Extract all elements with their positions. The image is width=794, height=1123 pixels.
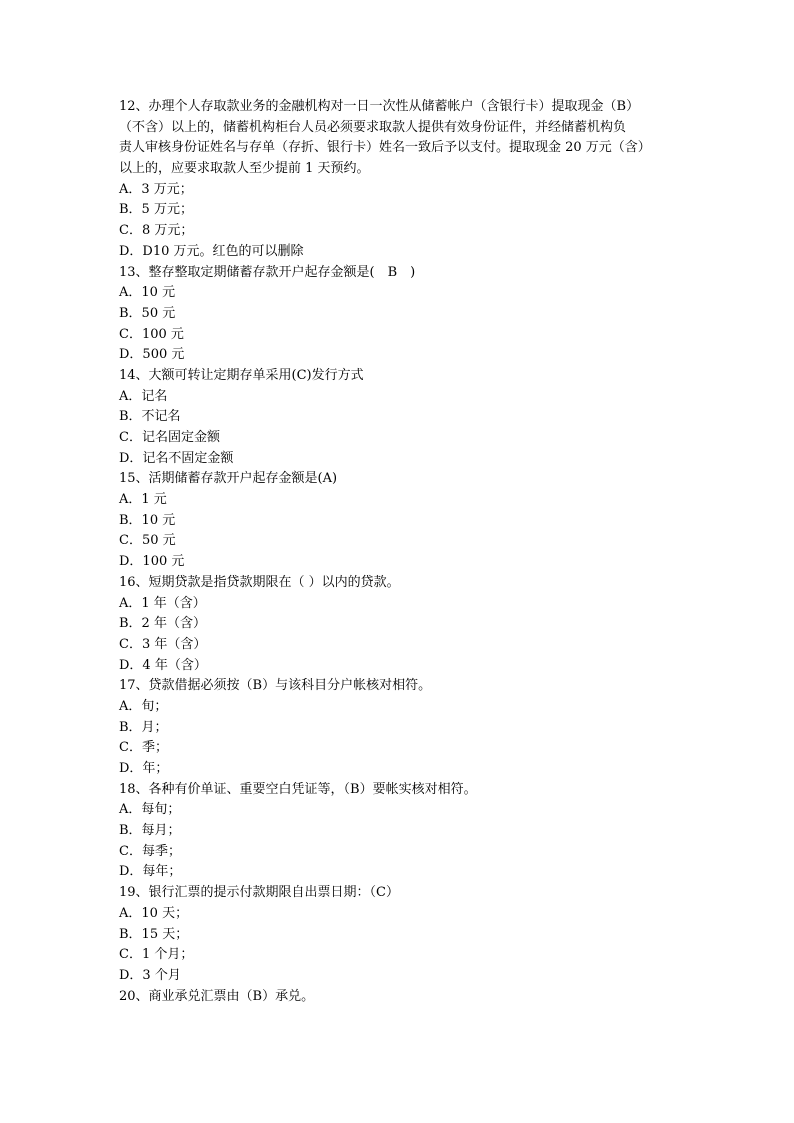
option-b: B．2 年（含） [119, 616, 206, 632]
question-text-line: 19、银行汇票的提示付款期限自出票日期：（C） [119, 885, 399, 901]
option-d: D．每年； [119, 864, 182, 880]
question-20 [119, 987, 679, 1008]
question-text-line: 15、活期储蓄存款开户起存金额是(A) [119, 471, 338, 487]
option-a: A．1 年（含） [119, 595, 206, 611]
question-text-line: （不含）以上的，储蓄机构柜台人员必须要求取款人提供有效身份证件，并经储蓄机构负 [119, 119, 627, 135]
question-13 [119, 263, 679, 366]
option-b: B．10 元 [119, 512, 176, 528]
option-a: A．10 天； [119, 905, 189, 921]
option-b: B．月； [119, 719, 168, 735]
question-list [119, 97, 679, 1007]
option-b: B．5 万元； [119, 202, 193, 218]
option-a: A．记名 [119, 388, 168, 404]
option-d: D．100 元 [119, 554, 185, 570]
question-15 [119, 469, 679, 572]
question-text-line: 以上的，应要求取款人至少提前 1 天预约。 [119, 161, 370, 177]
question-text-line: 14、大额可转让定期存单采用(C)发行方式 [119, 367, 364, 383]
question-17 [119, 676, 679, 779]
question-text-line: 20、商业承兑汇票由（B）承兑。 [119, 988, 315, 1004]
option-c: C．记名固定金额 [119, 430, 220, 445]
question-19 [119, 883, 679, 986]
question-12 [119, 97, 679, 263]
question-text-line: 12、办理个人存取款业务的金融机构对一日一次性从储蓄帐户（含银行卡）提取现金（B） [119, 99, 640, 114]
option-a: A．10 元 [119, 285, 176, 301]
option-b: B．每月； [119, 823, 181, 839]
option-d: D．3 个月 [119, 967, 181, 983]
option-c: C．100 元 [119, 326, 184, 342]
option-d: D．D10 万元。红色的可以删除 [119, 243, 304, 259]
option-a: A．1 元 [119, 492, 167, 508]
option-c: C．每季； [119, 843, 181, 859]
option-b: B．15 天； [119, 926, 189, 942]
option-d: D．4 年（含） [119, 657, 207, 673]
option-b: B．50 元 [119, 305, 176, 321]
question-text-line: 13、整存整取定期储蓄存款开户起存金额是( B ) [119, 264, 416, 280]
option-c: C．8 万元； [119, 223, 194, 239]
question-text-line: 17、贷款借据必须按（B）与该科目分户帐核对相符。 [119, 678, 432, 694]
option-c: C．3 年（含） [119, 636, 207, 652]
option-a: A．旬； [119, 698, 168, 714]
option-a: A．3 万元； [119, 181, 193, 197]
option-d: D．500 元 [119, 347, 185, 363]
question-18 [119, 780, 679, 883]
option-c: C．季； [119, 740, 168, 756]
option-c: C．50 元 [119, 533, 176, 549]
option-d: D．记名不固定金额 [119, 450, 234, 466]
question-text-line: 18、各种有价单证、重要空白凭证等，（B）要帐实核对相符。 [119, 781, 477, 797]
option-c: C．1 个月； [119, 947, 194, 963]
option-a: A．每旬； [119, 802, 181, 818]
question-text-line: 16、短期贷款是指贷款期限在（ ）以内的贷款。 [119, 574, 400, 590]
option-b: B．不记名 [119, 409, 181, 425]
question-16 [119, 573, 679, 676]
option-d: D．年； [119, 761, 169, 776]
question-text-line: 责人审核身份证姓名与存单（存折、银行卡）姓名一致后予以支付。提取现金 20 万元（含） [119, 140, 651, 156]
question-14 [119, 366, 679, 469]
